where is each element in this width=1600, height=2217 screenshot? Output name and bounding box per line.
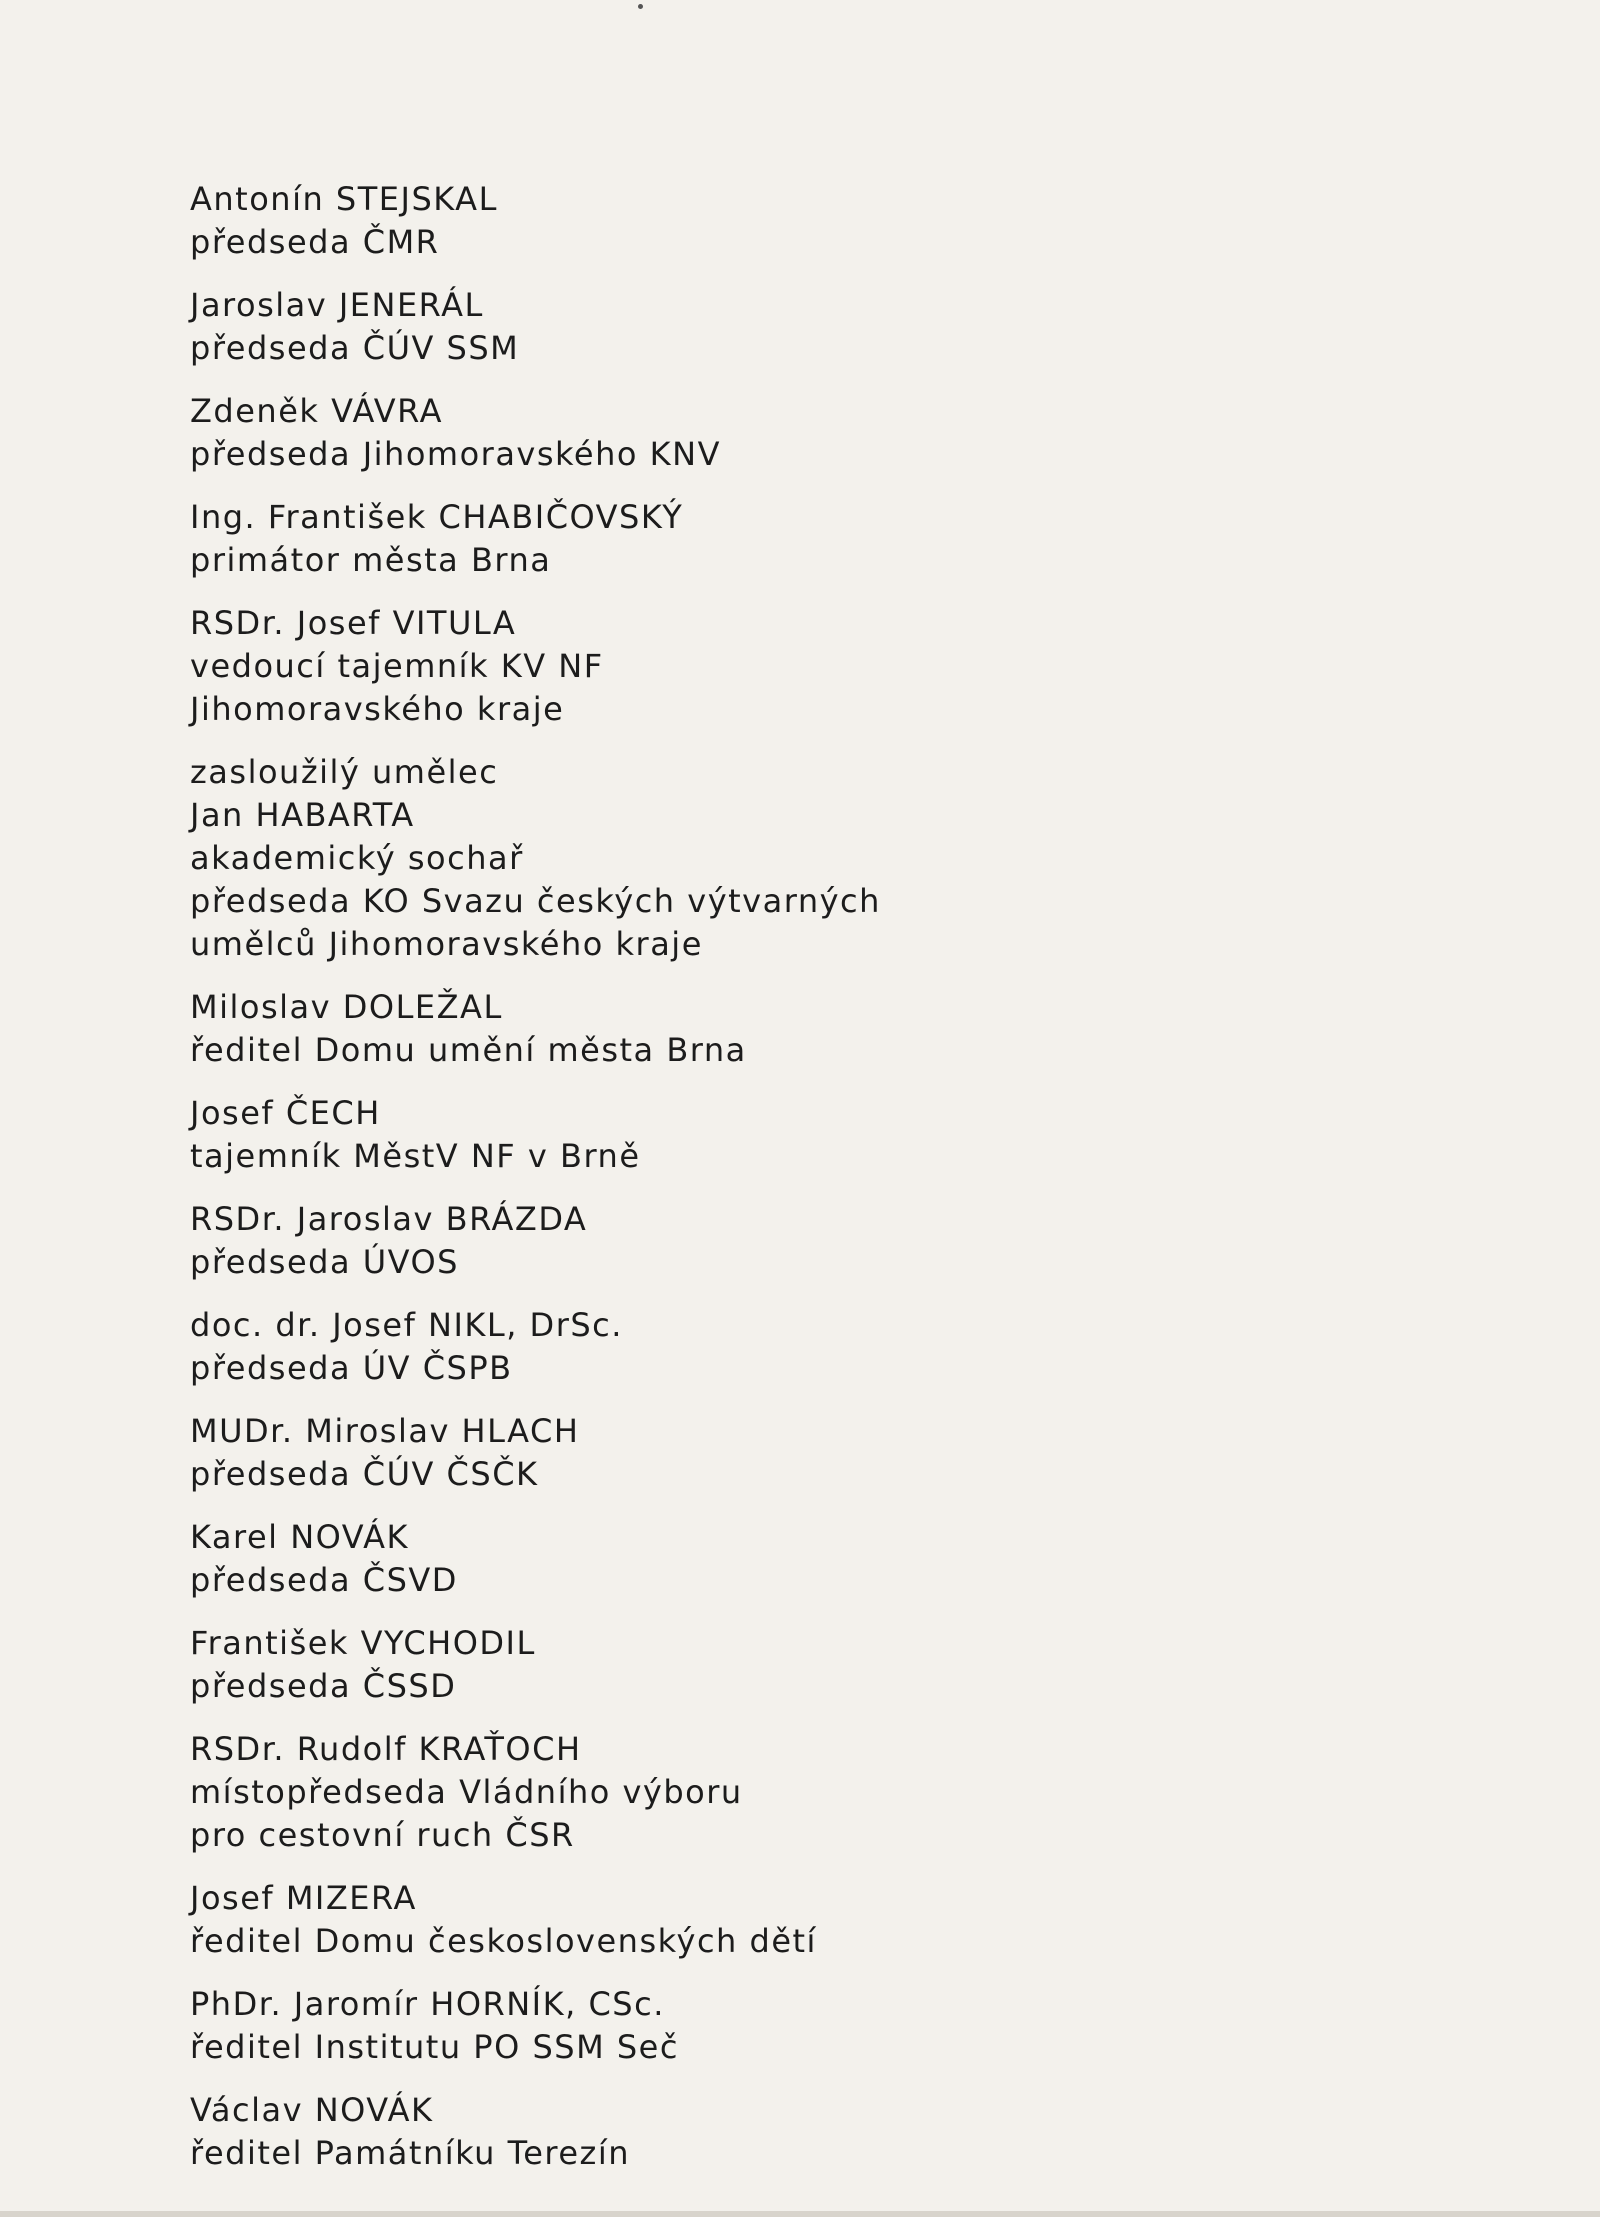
member-entry (190, 1516, 1340, 1602)
member-name: Josef ČECH (190, 1094, 381, 1132)
member-title: předseda ČSVD (190, 1561, 458, 1599)
print-speck (638, 4, 643, 9)
member-entry (190, 751, 1340, 966)
member-name: RSDr. Jaroslav BRÁZDA (190, 1200, 588, 1238)
member-entry (190, 1410, 1340, 1496)
member-title: umělců Jihomoravského kraje (190, 925, 703, 963)
member-name: Miloslav DOLEŽAL (190, 988, 503, 1026)
member-title: tajemník MěstV NF v Brně (190, 1137, 641, 1175)
member-name: Zdeněk VÁVRA (190, 392, 443, 430)
member-title: ředitel Domu československých dětí (190, 1922, 817, 1960)
member-title: předseda ČMR (190, 223, 440, 261)
member-entry (190, 986, 1340, 1072)
member-title: pro cestovní ruch ČSR (190, 1816, 575, 1854)
member-entry (190, 390, 1340, 476)
member-name: MUDr. Miroslav HLACH (190, 1412, 580, 1450)
member-name: Josef MIZERA (190, 1879, 417, 1917)
member-name: Václav NOVÁK (190, 2091, 434, 2129)
member-title: předseda ÚVOS (190, 1243, 459, 1281)
member-name: Jaroslav JENERÁL (190, 286, 484, 324)
member-entry (190, 496, 1340, 582)
member-honorific: zasloužilý umělec (190, 753, 499, 791)
member-title: ředitel Institutu PO SSM Seč (190, 2028, 679, 2066)
member-title: předseda ČÚV ČSČK (190, 1455, 539, 1493)
member-title: předseda Jihomoravského KNV (190, 435, 721, 473)
member-entry (190, 284, 1340, 370)
member-entry (190, 602, 1340, 731)
member-name: František VYCHODIL (190, 1624, 536, 1662)
member-title: předseda ČÚV SSM (190, 329, 520, 367)
member-title: ředitel Domu umění města Brna (190, 1031, 747, 1069)
member-name: Antonín STEJSKAL (190, 180, 498, 218)
member-title: akademický sochař (190, 839, 524, 877)
page-bottom-edge (0, 2211, 1600, 2217)
member-entry (190, 1304, 1340, 1390)
member-title: předseda ÚV ČSPB (190, 1349, 513, 1387)
member-name: Karel NOVÁK (190, 1518, 410, 1556)
member-title: ředitel Památníku Terezín (190, 2134, 631, 2172)
committee-list (190, 178, 1340, 2195)
member-name: RSDr. Josef VITULA (190, 604, 517, 642)
member-title: Jihomoravského kraje (190, 690, 565, 728)
member-entry (190, 1622, 1340, 1708)
member-title: předseda KO Svazu českých výtvarných (190, 882, 881, 920)
member-name: Ing. František CHABIČOVSKÝ (190, 498, 684, 536)
member-name: RSDr. Rudolf KRAŤOCH (190, 1730, 582, 1768)
member-entry (190, 2089, 1340, 2175)
member-name: Jan HABARTA (190, 796, 415, 834)
member-entry (190, 178, 1340, 264)
member-title: primátor města Brna (190, 541, 552, 579)
member-title: předseda ČSSD (190, 1667, 457, 1705)
member-name: PhDr. Jaromír HORNÍK, CSc. (190, 1985, 665, 2023)
member-name: doc. dr. Josef NIKL, DrSc. (190, 1306, 623, 1344)
member-entry (190, 1728, 1340, 1857)
member-entry (190, 1092, 1340, 1178)
member-title: vedoucí tajemník KV NF (190, 647, 604, 685)
member-entry (190, 1983, 1340, 2069)
member-entry (190, 1198, 1340, 1284)
member-title: místopředseda Vládního výboru (190, 1773, 743, 1811)
member-entry (190, 1877, 1340, 1963)
